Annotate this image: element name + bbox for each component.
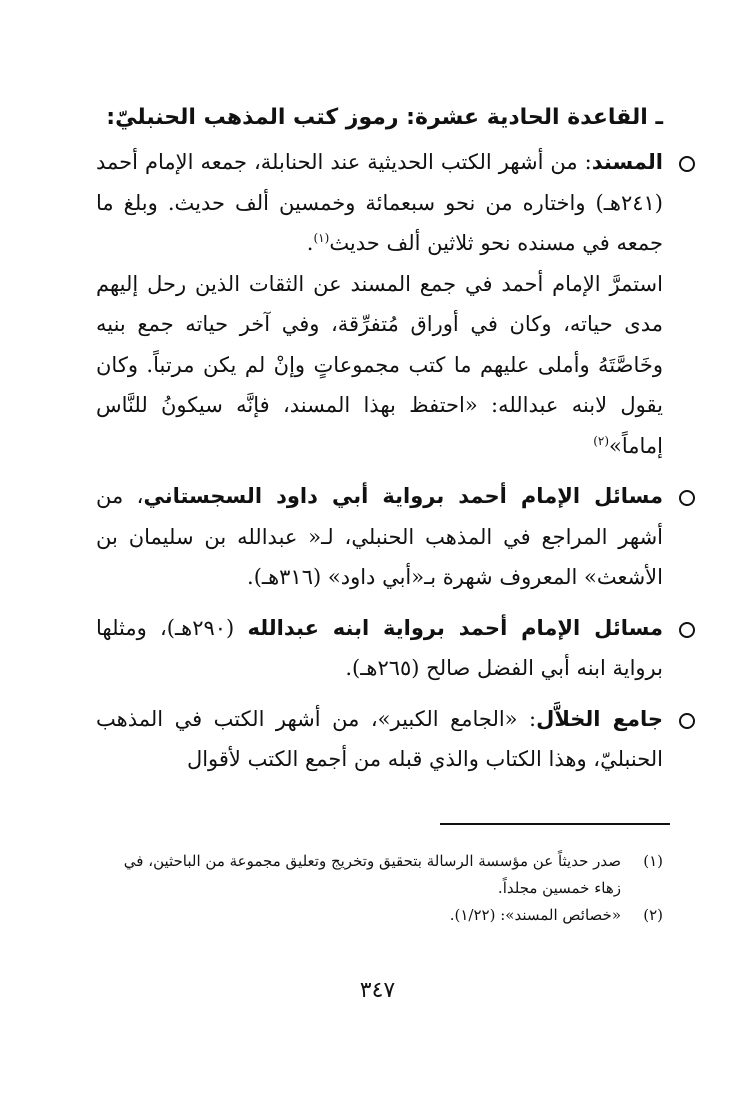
footnotes <box>96 848 663 929</box>
circle-bullet-icon <box>679 156 695 172</box>
circle-bullet-icon <box>679 713 695 729</box>
entry-jami-khallal <box>96 699 663 780</box>
footnote-2 <box>96 902 663 929</box>
circle-bullet-icon <box>679 490 695 506</box>
footnote-1 <box>96 848 663 902</box>
entry-term: مسائل الإمام أحمد برواية أبي داود السجستاني <box>143 484 663 508</box>
footnote-number: (١) <box>643 852 663 870</box>
footnote-divider <box>440 823 670 825</box>
entry-term: جامع الخلاَّل <box>536 706 663 731</box>
entry-paragraph-2 <box>96 264 663 467</box>
footnote-number: (٢) <box>643 906 663 924</box>
section-heading: ـ القاعدة الحادية عشرة: رموز كتب المذهب الحنبليّ: <box>106 105 663 130</box>
entry-term: مسائل الإمام أحمد برواية ابنه عبدالله <box>247 615 663 640</box>
entry-term: المسند <box>591 150 663 174</box>
circle-bullet-icon <box>679 622 695 638</box>
footnote-text: صدر حديثاً عن مؤسسة الرسالة بتحقيق وتخريج وتعليق مجموعة من الباحثين، في زهاء خمسين مجلداً. <box>123 852 621 897</box>
footnote-ref-1[interactable]: (١) <box>313 231 330 245</box>
entry-masail-abdullah <box>96 608 663 689</box>
entry-paragraph-text: استمرَّ الإمام أحمد في جمع المسند عن الثقات الذين رحل إليهم مدى حياته، وكان في أوراق مُتفرِّقة، وفي آخر حياته جمع بنيه وخَاصَّتَهُ وأملى عليهم ما كتب مجموعاتٍ وإنْ لم يكن مرتباً. وكان يقول لابنه عبدالله: «احتفظ بهذا المسند، فإنَّه سيكونُ للنَّاس إماماً» <box>96 271 663 458</box>
entries-list <box>96 142 663 780</box>
entry-text: : «الجامع الكبير»، من أشهر الكتب في المذهب الحنبليّ، وهذا الكتاب والذي قبله من أجمع الكتب لأقوال <box>96 706 663 771</box>
entry-text: ، من أشهر المراجع في المذهب الحنبلي، لـ« عبدالله بن سليمان بن الأشعث» المعروف شهرة بـ«أبي داود» (٣١٦هـ). <box>96 484 663 589</box>
entry-masail-abu-dawud <box>96 476 663 598</box>
page-number: ٣٤٧ <box>359 978 396 1003</box>
footnote-text: «خصائص المسند»: (١/٢٢). <box>449 906 621 924</box>
entry-text: (٢٩٠هـ)، ومثلها برواية ابنه أبي الفضل صالح (٢٦٥هـ). <box>96 615 663 680</box>
entry-text: : من أشهر الكتب الحديثية عند الحنابلة، جمعه الإمام أحمد (٢٤١هـ) واختاره من نحو سبعمائة وخمسين ألف حديث. وبلغ ما جمعه في مسنده نحو ثلاثين ألف حديث <box>96 150 663 255</box>
entry-tail: . <box>306 231 314 255</box>
entry-musnad <box>96 142 663 466</box>
footnote-ref-2[interactable]: (٢) <box>593 433 610 448</box>
